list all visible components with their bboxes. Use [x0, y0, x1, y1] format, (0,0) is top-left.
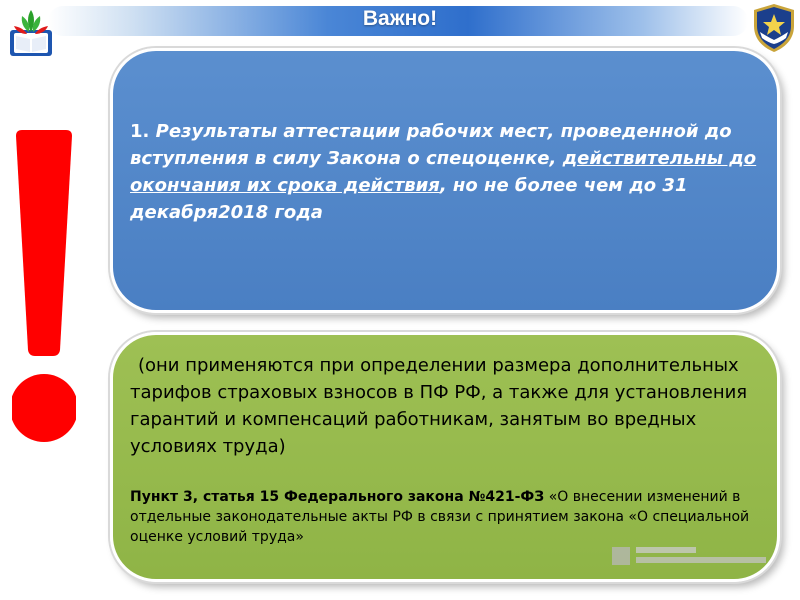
emblem-shield-icon: [750, 2, 798, 54]
blue-text-part1: Результаты аттестации рабочих мест, проведенной до вступления в силу Закона о спецоценке,: [130, 121, 732, 169]
law-reference-bold: Пункт 3, статья 15 Федерального закона №421-ФЗ: [130, 489, 545, 505]
law-reference-text: «О внесении изменений в отдельные законодательные акты РФ в связи с принятием закона «О специальной оценке условий труда»: [130, 489, 750, 545]
blue-text-underlined: действительны до окончания их срока действия: [130, 148, 757, 196]
item-number: 1.: [130, 121, 150, 142]
blue-box-text: [130, 118, 760, 226]
watermark-icon: [612, 543, 772, 569]
profsoyuz-logo-icon: [4, 6, 58, 60]
page-title: Важно!: [362, 7, 438, 30]
exclamation-mark-icon: [12, 128, 76, 448]
green-text-main: (они применяются при определении размера дополнительных тарифов страховых взносов в ПФ РФ, а также для установления гарантий и компенсаций работникам, занятым во вредных условиях труда): [130, 355, 748, 457]
green-box-main-text: [130, 352, 770, 460]
green-box-reference: [130, 487, 770, 547]
blue-text-part2: , но не более чем до 31 декабря2018 года: [130, 175, 688, 223]
